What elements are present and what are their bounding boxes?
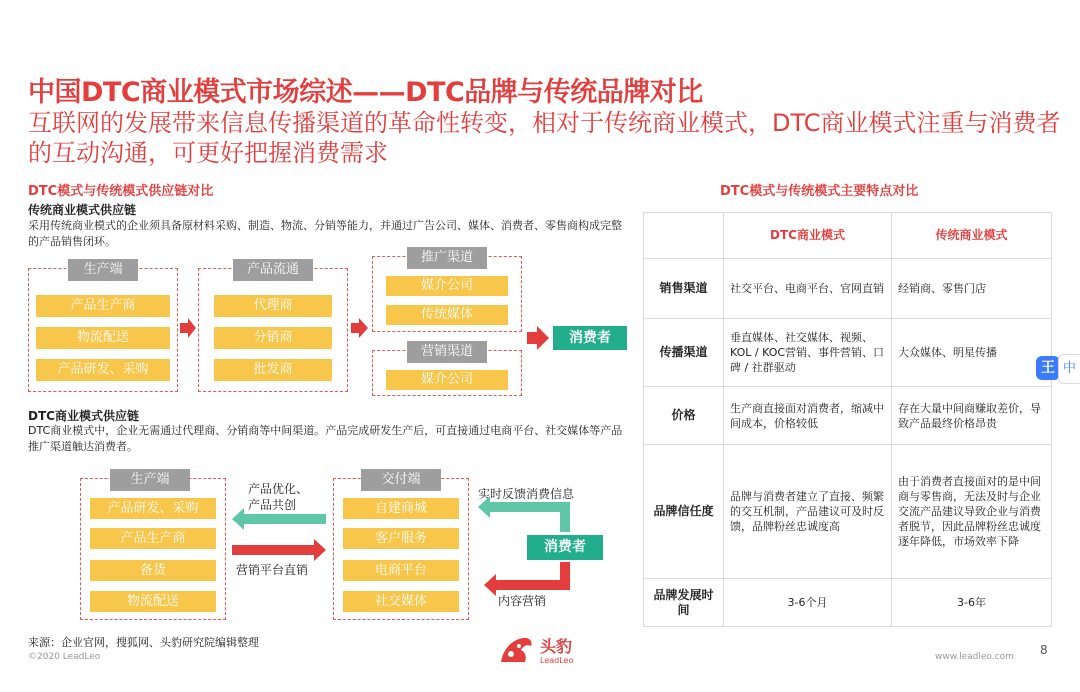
dtc-producer-item: 物流配送 — [90, 591, 216, 612]
logo-subtext: LeadLeo — [540, 656, 574, 665]
source-note: 来源：企业官网，搜狐网、头豹研究院编辑整理 — [28, 636, 259, 649]
trad-marketing-label: 营销渠道 — [407, 341, 487, 363]
page-number: 8 — [1040, 643, 1048, 657]
dtc-producer-item: 产品生产商 — [90, 528, 216, 549]
trad-circulation-item: 代理商 — [214, 295, 332, 317]
arrow-label-feedback: 实时反馈消费信息 — [478, 487, 575, 501]
row-label: 价格 — [644, 387, 724, 445]
dtc-cell: 垂直媒体、社交媒体、视频、KOL / KOC营销、事件营销、口碑 / 社群驱动 — [724, 319, 892, 387]
dtc-heading: DTC商业模式供应链 — [28, 409, 139, 423]
trad-cell: 3-6年 — [892, 579, 1052, 627]
trad-circulation-item: 分销商 — [214, 327, 332, 349]
trad-cell: 经销商、零售门店 — [892, 259, 1052, 319]
row-label: 品牌信任度 — [644, 445, 724, 579]
floating-tab[interactable]: 中 — [1058, 354, 1080, 384]
arrow-right-red-icon — [232, 539, 326, 561]
page-title: 中国DTC商业模式市场综述——DTC品牌与传统品牌对比 — [28, 77, 703, 108]
trad-producer-item: 产品生产商 — [36, 295, 170, 317]
logo-text: 头豹 — [540, 637, 573, 656]
dtc-producer-label: 生产端 — [110, 469, 190, 491]
table-header-cell: DTC商业模式 — [724, 213, 892, 259]
traditional-description: 采用传统商业模式的企业须具备原材料采购、制造、物流、分销等能力，并通过广告公司、媒体、消费者、零售商构成完整的产品销售闭环。 — [28, 219, 622, 248]
dtc-delivery-item: 社交媒体 — [343, 591, 459, 612]
row-label: 销售渠道 — [644, 259, 724, 319]
trad-promotion-label: 推广渠道 — [407, 247, 487, 269]
trad-cell: 大众媒体、明星传播 — [892, 319, 1052, 387]
right-section-title: DTC模式与传统模式主要特点对比 — [720, 184, 919, 199]
dtc-cell: 3-6个月 — [724, 579, 892, 627]
trad-promotion-item: 传统媒体 — [386, 305, 508, 325]
dtc-cell: 社交平台、电商平台、官网直销 — [724, 259, 892, 319]
page-subtitle: 互联网的发展带来信息传播渠道的革命性转变，相对于传统商业模式，DTC商业模式注重与消费者的互动沟通，可更好把握消费需求 — [28, 109, 1061, 167]
trad-cell: 由于消费者直接面对的是中间商与零售商，无法及时与企业交流产品建议导致企业与消费者脱节，因此品牌粉丝忠诚度逐年降低，市场效率下降 — [892, 445, 1052, 579]
row-label: 传播渠道 — [644, 319, 724, 387]
trad-producer-item: 物流配送 — [36, 327, 170, 349]
trad-circulation-label: 产品流通 — [233, 259, 313, 281]
arrow-label-optimize: 产品优化、 产品共创 — [248, 482, 309, 512]
traditional-heading: 传统商业模式供应链 — [28, 203, 137, 217]
content-arrow-icon — [484, 562, 570, 596]
arrow-left-green-icon — [232, 508, 326, 530]
table-row — [644, 579, 1052, 627]
copyright: ©2020 LeadLeo — [28, 652, 101, 662]
dtc-consumer-box: 消费者 — [527, 535, 603, 560]
trad-producer-label: 生产端 — [68, 259, 138, 281]
dtc-cell: 品牌与消费者建立了直接、频繁的交互机制，产品建议可及时反馈，品牌粉丝忠诚度高 — [724, 445, 892, 579]
trad-producer-item: 产品研发、采购 — [36, 359, 170, 381]
dtc-description: DTC商业模式中，企业无需通过代理商、分销商等中间渠道。产品完成研发生产后，可直接通过电商平台、社交媒体等产品推广渠道触达消费者。 — [28, 424, 623, 453]
floating-badge-icon[interactable]: 王 — [1036, 356, 1060, 380]
footer-url: www.leadleo.com — [935, 652, 1014, 662]
dtc-producer-item: 产品研发、采购 — [90, 498, 216, 519]
table-header-row — [644, 213, 1052, 259]
arrow-label-direct: 营销平台直销 — [236, 563, 309, 577]
trad-marketing-item: 媒介公司 — [386, 370, 508, 390]
row-label: 品牌发展时间 — [644, 579, 724, 627]
left-section-title: DTC模式与传统模式供应链对比 — [28, 184, 214, 199]
dtc-producer-item: 备货 — [90, 560, 216, 581]
trad-circulation-item: 批发商 — [214, 359, 332, 381]
feedback-arrow-icon — [478, 496, 570, 532]
table-row — [644, 445, 1052, 579]
table-header-cell: 传统商业模式 — [892, 213, 1052, 259]
dtc-delivery-item: 客户服务 — [343, 528, 459, 549]
table-header-cell — [644, 213, 724, 259]
comparison-table — [643, 212, 1051, 627]
trad-consumer-box: 消费者 — [553, 326, 627, 350]
dtc-delivery-item: 自建商城 — [343, 498, 459, 519]
dtc-cell: 生产商直接面对消费者，缩减中间成本，价格较低 — [724, 387, 892, 445]
leopard-logo-icon — [497, 632, 537, 668]
trad-promotion-item: 媒介公司 — [386, 276, 508, 296]
trad-cell: 存在大量中间商赚取差价，导致产品最终价格昂贵 — [892, 387, 1052, 445]
dtc-delivery-item: 电商平台 — [343, 560, 459, 581]
table-row — [644, 319, 1052, 387]
dtc-delivery-label: 交付端 — [361, 469, 441, 491]
arrow-label-content: 内容营销 — [498, 594, 547, 608]
table-row — [644, 259, 1052, 319]
table-row — [644, 387, 1052, 445]
